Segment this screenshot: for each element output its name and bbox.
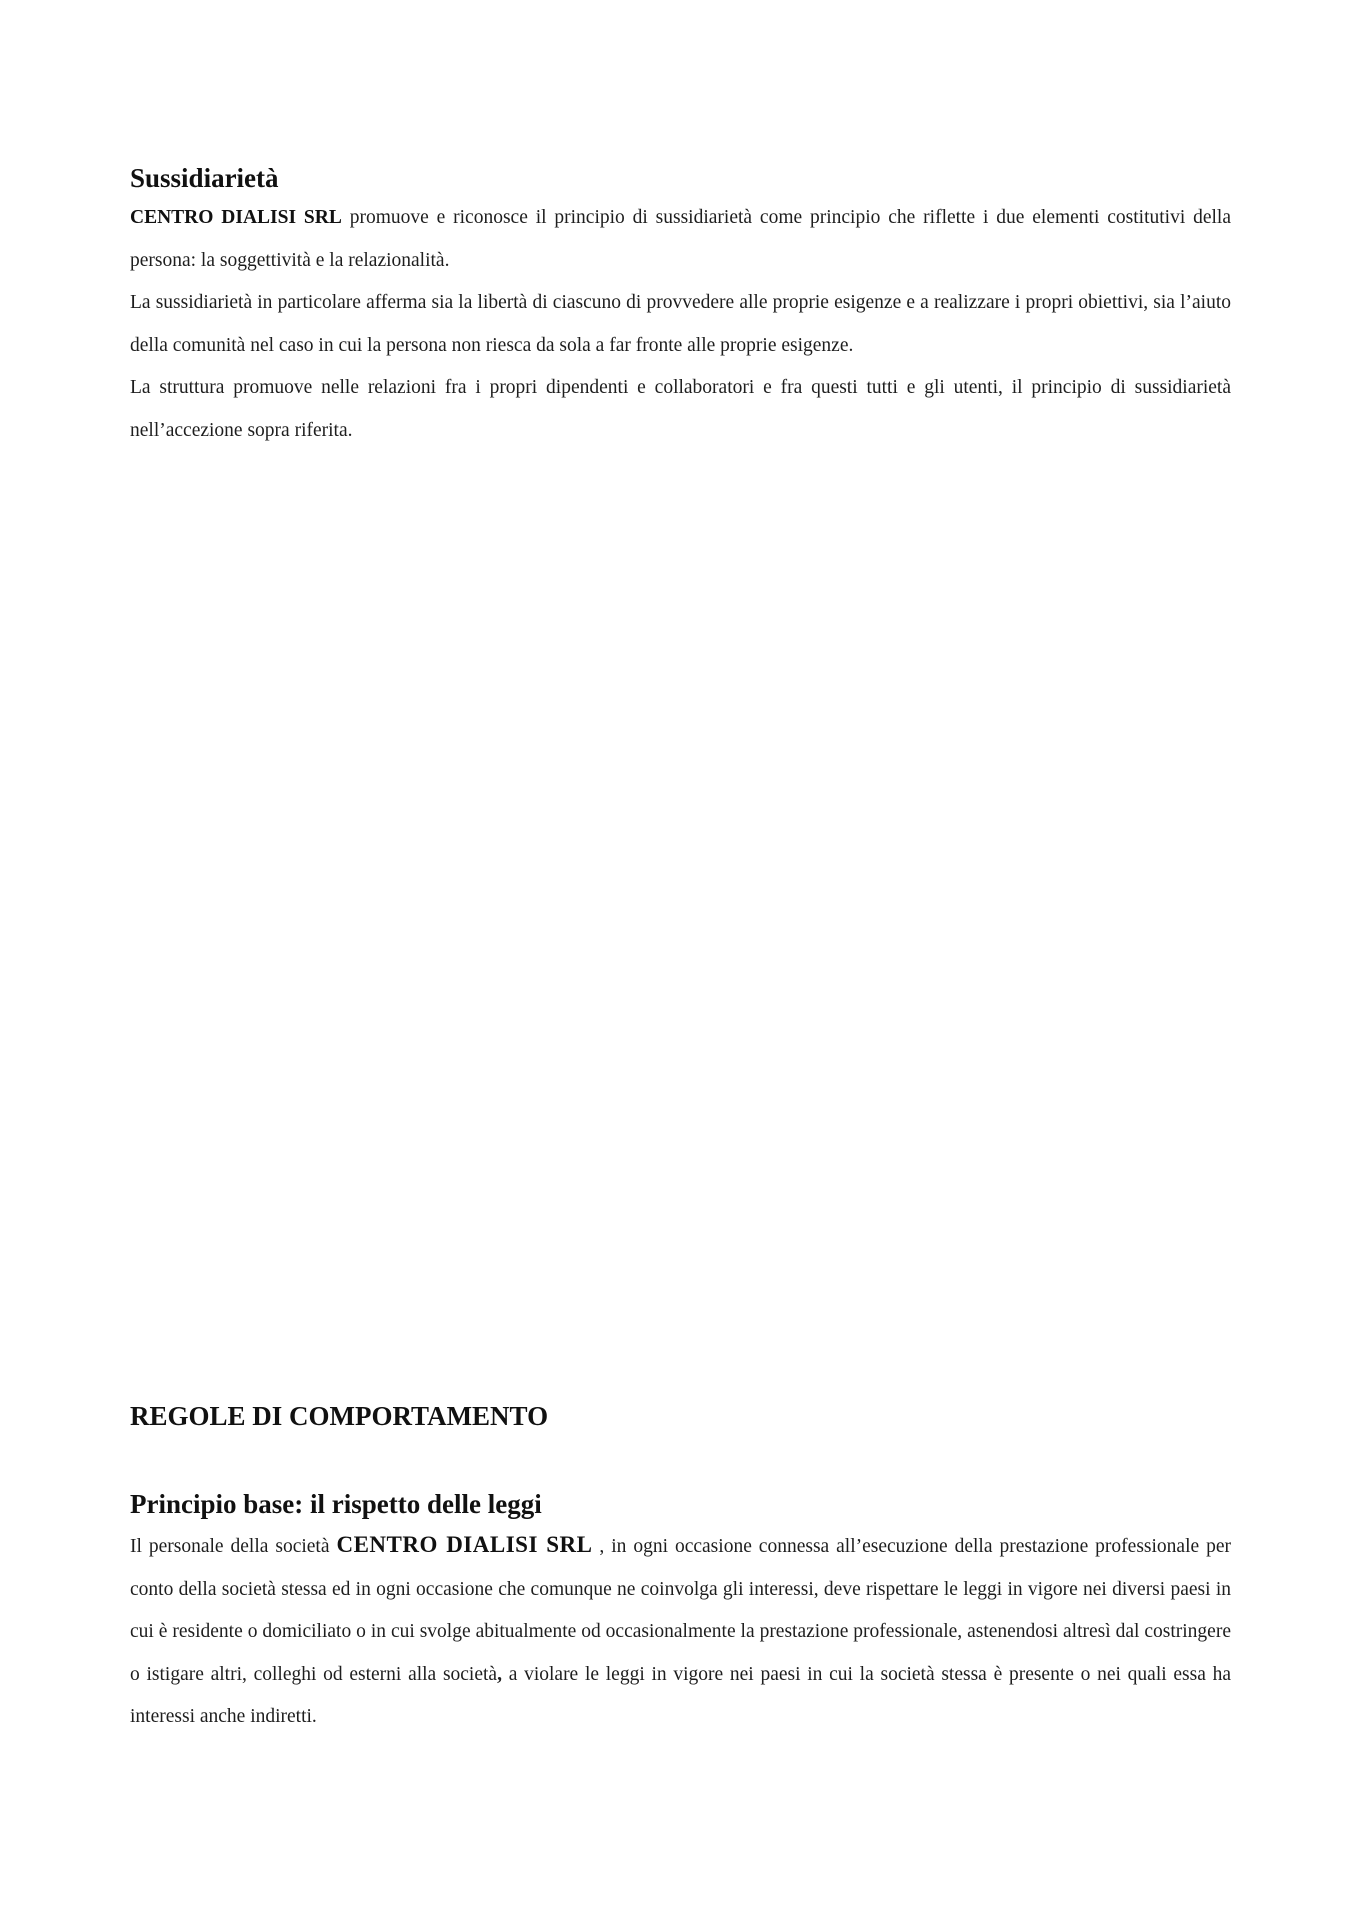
paragraph <box>130 197 1231 282</box>
paragraph-text: promuove e riconosce il principio di sussidiarietà come principio che riflette i due elementi costitutivi della persona: la soggettività e la relazionalità. <box>130 207 1231 271</box>
section-heading: Principio base: il rispetto delle leggi <box>130 1489 542 1519</box>
company-name: CENTRO DIALISI SRL <box>336 1532 593 1557</box>
section-heading: Sussidiarietà <box>130 163 279 193</box>
paragraph: La struttura promuove nelle relazioni fra i propri dipendenti e collaboratori e fra questi tutti e gli utenti, il principio di sussidiarietà nell’accezione sopra riferita. <box>130 377 1231 441</box>
section-sussidiarieta <box>130 162 1231 452</box>
paragraph-text: a violare le leggi in vigore nei paesi in cui la società stessa è presente o nei quali essa ha interessi anche indiretti. <box>130 1663 1231 1727</box>
chapter-heading: REGOLE DI COMPORTAMENTO <box>130 1401 549 1431</box>
paragraph-text: , in ogni occasione connessa all’esecuzione della prestazione professionale per conto della società stessa ed in ogni occasione che comunque ne coinvolga gli interessi, deve rispettare le leggi in vigore nei diversi paesi in cui è residente o domiciliato o in cui svolge abitualmente od occasionalmente la prestazione professionale, astenendosi altresì dal costringere o istigare altri, colleghi od esterni alla società <box>130 1536 1231 1685</box>
section-regole <box>130 1400 1231 1432</box>
section-principio-base <box>130 1488 1231 1739</box>
paragraph-text: Il personale della società <box>130 1536 337 1557</box>
paragraph <box>130 1524 1231 1739</box>
paragraph: La sussidiarietà in particolare afferma sia la libertà di ciascuno di provvedere alle proprie esigenze e a realizzare i propri obiettivi, sia l’aiuto della comunità nel caso in cui la persona non riesca da sola a far fronte alle proprie esigenze. <box>130 292 1231 356</box>
company-name: CENTRO DIALISI SRL <box>130 207 342 228</box>
punctuation: , <box>497 1663 502 1685</box>
